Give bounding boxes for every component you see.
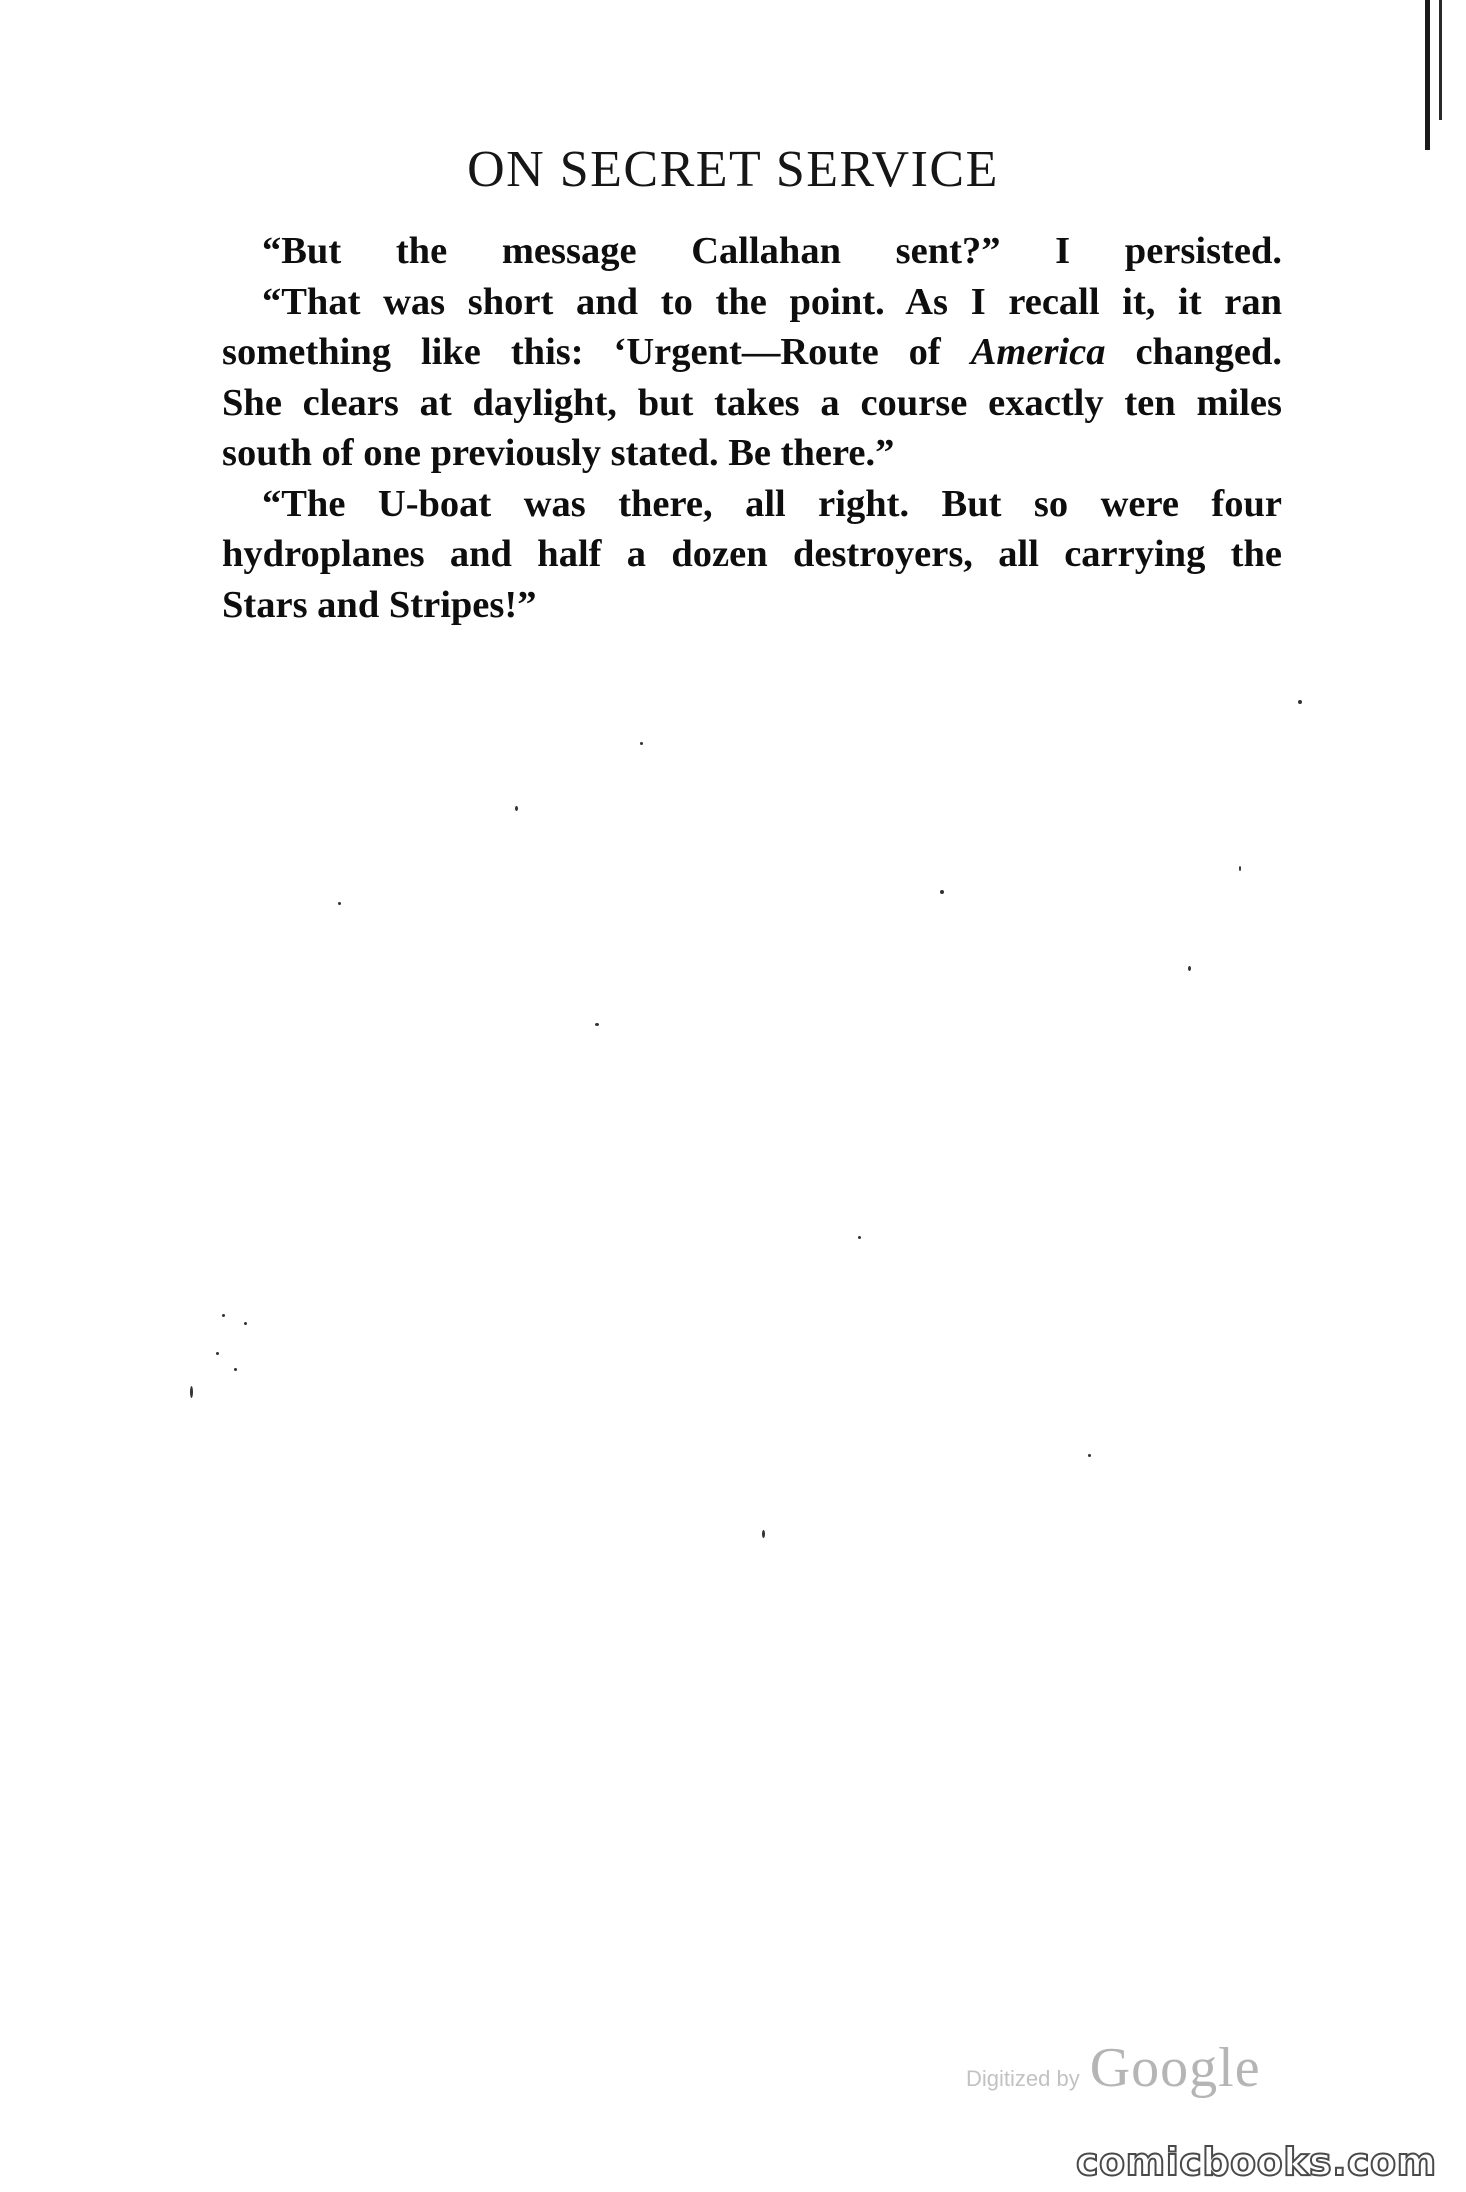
text-line: She clears at daylight, but takes a course exactly ten miles [222,381,1282,424]
text-line-part: changed. [1105,331,1282,373]
running-head: ON SECRET SERVICE [467,141,999,198]
scan-speck [858,1236,861,1239]
page-edge-shadow [1425,0,1430,150]
text-line: “But the message Callahan sent?” I persisted. [262,230,1282,272]
scan-speck [244,1322,247,1325]
ship-name-italic: America [970,331,1106,373]
scan-speck [940,890,944,894]
scan-speck [762,1530,765,1538]
scan-speck [595,1023,599,1026]
scan-speck [1088,1454,1091,1457]
body-text [222,226,1282,630]
scan-speck [640,742,643,745]
scan-speck [338,902,341,905]
scan-speck [190,1386,193,1398]
text-line [222,327,1282,378]
scan-speck [216,1352,219,1355]
page-edge-shadow-thin [1439,0,1442,120]
text-line: “That was short and to the point. As I recall it, it ran [262,280,1282,323]
site-watermark: comicbooks.com [1076,2140,1437,2184]
text-line: hydroplanes and half a dozen destroyers, all carrying the [222,533,1282,575]
digitized-label: Digitized by [966,2066,1080,2091]
google-wordmark: Google [1089,2037,1261,2099]
text-line: south of one previously stated. Be there.” [222,432,895,474]
scan-speck [1239,866,1241,871]
digitized-by-google-watermark [966,2036,1261,2100]
scan-speck [515,806,518,811]
scan-speck [222,1314,225,1317]
scan-speck [1298,700,1302,704]
text-line: Stars and Stripes!” [222,583,537,626]
text-line: “The U-boat was there, all right. But so were four [262,482,1282,525]
text-line-part: something like this: ‘Urgent—Route of [222,331,971,373]
scan-speck [1188,966,1191,971]
scan-speck [234,1368,237,1371]
